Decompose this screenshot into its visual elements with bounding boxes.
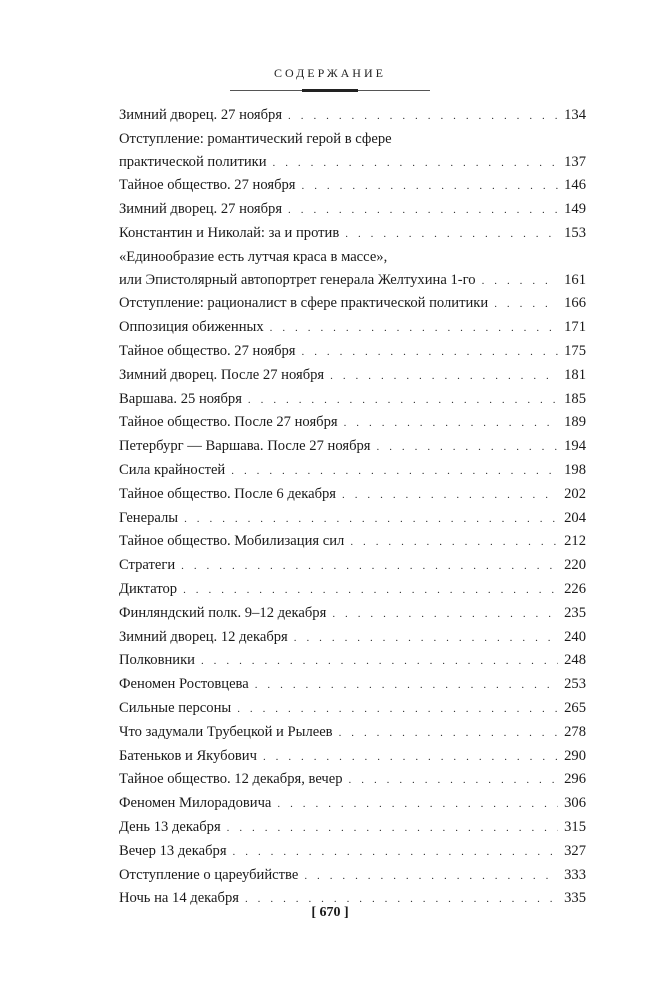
- toc-entry-page: 265: [564, 699, 586, 716]
- toc-entry: [119, 578, 586, 602]
- dot-leader: [339, 722, 558, 745]
- dot-leader: [342, 484, 558, 507]
- toc-entry-title: Сила крайностей: [119, 461, 226, 478]
- section-title: СОДЕРЖАНИЕ: [274, 66, 386, 80]
- toc-entry-page: 306: [564, 795, 586, 812]
- toc-entry: [119, 459, 586, 483]
- toc-entry-page: 202: [564, 485, 586, 502]
- dot-leader: [350, 531, 558, 554]
- dot-leader: [288, 105, 558, 128]
- toc-entry: [119, 792, 586, 816]
- toc-entry-title: День 13 декабря: [119, 818, 221, 835]
- toc-entry: [119, 840, 586, 864]
- toc-entry-page: 194: [564, 438, 586, 455]
- toc-entry-title: Генералы: [119, 509, 179, 526]
- toc-entry-line: [119, 269, 586, 293]
- toc-entry-line: [119, 602, 586, 626]
- toc-entry-page: 153: [564, 224, 586, 241]
- toc-entry-line: [119, 364, 586, 388]
- toc-entry-line: [119, 745, 586, 769]
- toc-entry-page: 240: [564, 628, 586, 645]
- toc-entry-title: Зимний дворец. 12 декабря: [119, 628, 288, 645]
- toc-entry-page: 185: [564, 390, 586, 407]
- toc-entry-page: 137: [564, 153, 586, 170]
- toc-entry-page: 296: [564, 771, 586, 788]
- dot-leader: [349, 769, 558, 792]
- toc-entry-line: [119, 459, 586, 483]
- toc-entry-title: Финляндский полк. 9–12 декабря: [119, 604, 327, 621]
- toc-entry: [119, 364, 586, 388]
- toc-entry: [119, 388, 586, 412]
- dot-leader: [332, 603, 558, 626]
- dot-leader: [330, 365, 558, 388]
- toc-entry-line: [119, 340, 586, 364]
- dot-leader: [302, 341, 558, 364]
- toc-entry-page: 220: [564, 557, 586, 574]
- toc-entry: [119, 411, 586, 435]
- toc-entry-page: 235: [564, 604, 586, 621]
- toc-entry: [119, 507, 586, 531]
- toc-entry-page: 253: [564, 676, 586, 693]
- toc-entry: [119, 530, 586, 554]
- toc-entry-page: 278: [564, 723, 586, 740]
- toc-entry: [119, 721, 586, 745]
- dot-leader: [302, 175, 558, 198]
- toc-entry-title: или Эпистолярный автопортрет генерала Желтухина 1-го: [119, 271, 476, 288]
- table-of-contents: [119, 104, 586, 911]
- toc-entry-line: [119, 554, 586, 578]
- dot-leader: [345, 223, 558, 246]
- toc-entry-page: 212: [564, 533, 586, 550]
- toc-entry-line: [119, 864, 586, 888]
- toc-entry: [119, 673, 586, 697]
- toc-entry: [119, 602, 586, 626]
- toc-entry: [119, 246, 586, 293]
- dot-leader: [482, 270, 558, 293]
- toc-entry-page: 290: [564, 747, 586, 764]
- toc-entry: [119, 198, 586, 222]
- dot-leader: [344, 412, 558, 435]
- toc-entry-title: Отступление: рационалист в сфере практической политики: [119, 295, 489, 312]
- toc-entry-title: Феномен Милорадовича: [119, 795, 272, 812]
- toc-entry-page: 181: [564, 366, 586, 383]
- toc-entry-title: Вечер 13 декабря: [119, 842, 227, 859]
- toc-entry-line: [119, 721, 586, 745]
- toc-entry-title: практической политики: [119, 153, 267, 170]
- toc-entry-page: 149: [564, 201, 586, 218]
- dot-leader: [273, 152, 558, 175]
- dot-leader: [255, 674, 558, 697]
- toc-entry-title: Константин и Николай: за и против: [119, 224, 340, 241]
- toc-entry-line: [119, 649, 586, 673]
- toc-entry-page: 315: [564, 818, 586, 835]
- toc-entry-line: [119, 388, 586, 412]
- dot-leader: [181, 555, 558, 578]
- toc-entry-line: [119, 483, 586, 507]
- toc-entry-title: Зимний дворец. 27 ноября: [119, 201, 283, 218]
- toc-entry-page: 146: [564, 177, 586, 194]
- toc-entry-title: Петербург — Варшава. После 27 ноября: [119, 438, 371, 455]
- toc-entry-title: Тайное общество. Мобилизация сил: [119, 533, 345, 550]
- toc-entry-page: 171: [564, 319, 586, 336]
- toc-entry-page: 226: [564, 580, 586, 597]
- toc-entry-title: Полковники: [119, 652, 195, 669]
- dot-leader: [277, 793, 558, 816]
- toc-entry-line: [119, 697, 586, 721]
- toc-entry-page: 333: [564, 866, 586, 883]
- toc-entry-line: [119, 507, 586, 531]
- toc-entry-line: [119, 792, 586, 816]
- toc-entry-title: Батеньков и Якубович: [119, 747, 257, 764]
- toc-entry-page: 248: [564, 652, 586, 669]
- toc-entry-line: [119, 840, 586, 864]
- toc-entry: [119, 316, 586, 340]
- toc-entry-title: Зимний дворец. После 27 ноября: [119, 366, 325, 383]
- toc-entry-title: Оппозиция обиженных: [119, 319, 264, 336]
- toc-entry-title: Ночь на 14 декабря: [119, 890, 239, 907]
- toc-entry-line: [119, 104, 586, 128]
- toc-entry: [119, 697, 586, 721]
- dot-leader: [263, 746, 558, 769]
- toc-entry-title: Тайное общество. После 27 ноября: [119, 414, 338, 431]
- toc-entry-title: Тайное общество. 27 ноября: [119, 342, 296, 359]
- dot-leader: [201, 650, 558, 673]
- toc-entry-page: 204: [564, 509, 586, 526]
- toc-entry: [119, 816, 586, 840]
- toc-entry-title: Тайное общество. 12 декабря, вечер: [119, 771, 343, 788]
- toc-entry-title: Тайное общество. 27 ноября: [119, 177, 296, 194]
- toc-entry: [119, 554, 586, 578]
- toc-entry-title: Диктатор: [119, 580, 178, 597]
- toc-entry-title: Что задумали Трубецкой и Рылеев: [119, 723, 333, 740]
- header-rule: [230, 89, 430, 91]
- toc-entry-title-first-line: «Единообразие есть лутчая краса в массе»,: [119, 248, 388, 265]
- dot-leader: [237, 698, 558, 721]
- toc-entry-line: [119, 411, 586, 435]
- toc-entry-line: [119, 435, 586, 459]
- toc-entry: [119, 626, 586, 650]
- toc-entry-title: Тайное общество. После 6 декабря: [119, 485, 337, 502]
- toc-entry-line: [119, 816, 586, 840]
- toc-entry-line: [119, 292, 586, 316]
- toc-entry: [119, 649, 586, 673]
- dot-leader: [494, 293, 558, 316]
- toc-entry-title: Варшава. 25 ноября: [119, 390, 242, 407]
- dot-leader: [184, 508, 558, 531]
- toc-entry-page: 175: [564, 342, 586, 359]
- toc-entry-line: [119, 673, 586, 697]
- dot-leader: [227, 817, 558, 840]
- toc-entry-title: Сильные персоны: [119, 699, 232, 716]
- dot-leader: [231, 460, 558, 483]
- toc-entry-page: 327: [564, 842, 586, 859]
- header-rule-thick: [302, 89, 358, 92]
- dot-leader: [377, 436, 558, 459]
- toc-entry: [119, 104, 586, 128]
- dot-leader: [270, 317, 558, 340]
- dot-leader: [233, 841, 558, 864]
- toc-entry-line: [119, 530, 586, 554]
- dot-leader: [294, 627, 558, 650]
- toc-entry-line: [119, 222, 586, 246]
- toc-entry-page: 198: [564, 461, 586, 478]
- toc-entry-title: Феномен Ростовцева: [119, 676, 249, 693]
- toc-entry-line: [119, 198, 586, 222]
- dot-leader: [183, 579, 558, 602]
- toc-entry-line: [119, 151, 586, 175]
- dot-leader: [304, 865, 558, 888]
- toc-entry: [119, 435, 586, 459]
- toc-entry-title-first-line: Отступление: романтический герой в сфере: [119, 130, 392, 147]
- toc-entry: [119, 745, 586, 769]
- page-number: [ 670 ]: [311, 905, 349, 920]
- toc-entry: [119, 222, 586, 246]
- toc-entry-line: [119, 768, 586, 792]
- toc-entry: [119, 768, 586, 792]
- toc-entry-line: [119, 316, 586, 340]
- toc-entry: [119, 128, 586, 175]
- toc-entry-page: 189: [564, 414, 586, 431]
- toc-entry: [119, 340, 586, 364]
- toc-entry-line: [119, 174, 586, 198]
- toc-entry-line: [119, 578, 586, 602]
- toc-entry: [119, 174, 586, 198]
- dot-leader: [248, 389, 558, 412]
- toc-entry-page: 134: [564, 107, 586, 123]
- toc-entry: [119, 864, 586, 888]
- toc-entry-line: [119, 626, 586, 650]
- dot-leader: [288, 199, 558, 222]
- toc-entry-title: Стратеги: [119, 557, 176, 574]
- page-header: [0, 66, 660, 91]
- toc-entry-title: Зимний дворец. 27 ноября: [119, 107, 283, 123]
- toc-entry: [119, 292, 586, 316]
- toc-entry-page: 335: [564, 890, 586, 907]
- toc-entry-page: 161: [564, 271, 586, 288]
- toc-entry-page: 166: [564, 295, 586, 312]
- toc-entry: [119, 483, 586, 507]
- toc-entry-title: Отступление о цареубийстве: [119, 866, 299, 883]
